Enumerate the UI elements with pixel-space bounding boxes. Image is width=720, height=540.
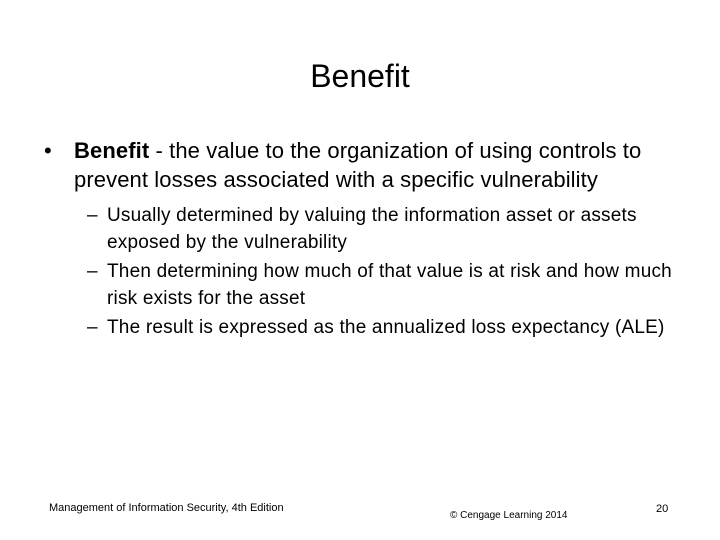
footer-book-title: Management of Information Security, 4th Edition [49,502,284,514]
sub-bullet-marker: – [87,205,98,226]
sub-bullet [36,202,686,256]
sub-bullet-marker: – [87,261,98,282]
sub-bullet-text: Usually determined by valuing the information asset or assets exposed by the vulnerability [107,205,637,253]
slide-body [36,136,686,343]
sub-bullet [36,314,686,341]
bullet-term: Benefit [74,138,150,163]
bullet-text: - the value to the organization of using controls to prevent losses associated with a specific vulnerability [74,138,642,192]
bullet-marker: • [44,138,52,163]
sub-bullet [36,258,686,312]
sub-bullet-list [36,202,686,341]
sub-bullet-text: Then determining how much of that value is at risk and how much risk exists for the asset [107,261,672,309]
footer-page-number: 20 [656,503,669,515]
sub-bullet-marker: – [87,317,98,338]
main-bullet [36,136,686,194]
slide-title: Benefit [310,58,410,94]
footer-copyright: © Cengage Learning 2014 [450,510,568,521]
sub-bullet-text: The result is expressed as the annualized loss expectancy (ALE) [107,317,665,338]
